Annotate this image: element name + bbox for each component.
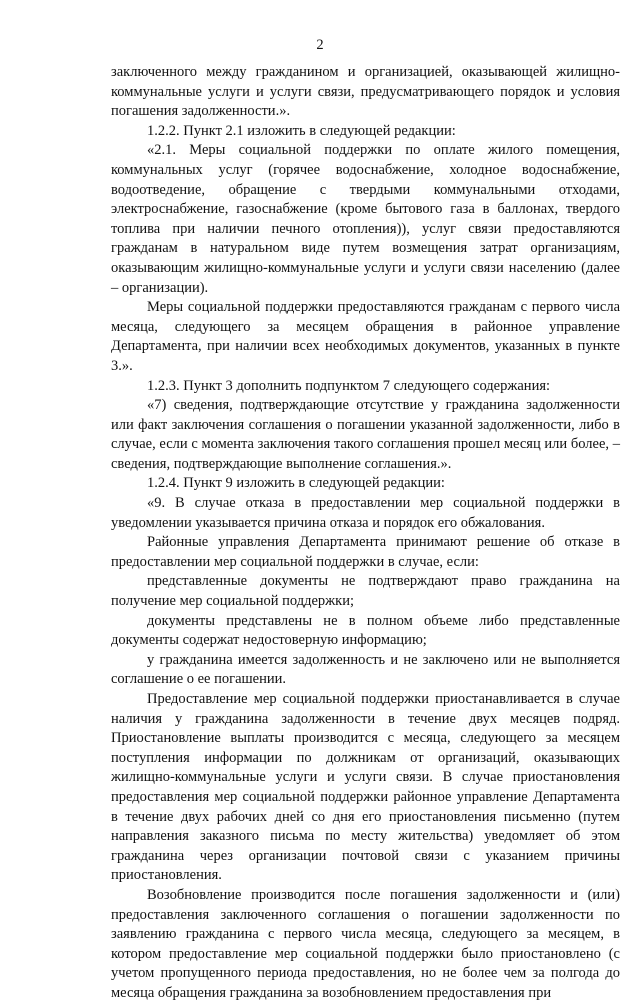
paragraph-support-start: Меры социальной поддержки предоставляются гражданам с первого числа месяца, следующего за месяцем обращения в районное управление Департамента, при наличии всех необходимых документов, указанных в пункте 3.». <box>111 299 620 374</box>
paragraph-clause-2-1: «2.1. Меры социальной поддержки по оплате жилого помещения, коммунальных услуг (горячее водоснабжение, холодное водоснабжение, водоотведение, обращение с твердыми коммунальными отходами, электроснабжение, газоснабжение (кроме бытового газа в баллонах, твердого топлива при наличии печного отопления)), услуг связи предоставляются гражданам в натуральном виде путем возмещения затрат организациям, оказывающим жилищно-коммунальные услуги и услуги связи населению (далее – организации). <box>111 142 620 296</box>
paragraph-continuation: заключенного между гражданином и организацией, оказывающей жилищно-коммунальные услуги и услуги связи, предусматривающего порядок и условия погашения задолженности.». <box>111 64 620 120</box>
paragraph-subclause-7: «7) сведения, подтверждающие отсутствие у гражданина задолженности или факт заключения соглашения о погашении указанной задолженности, либо в случае, если с момента заключения такого соглашения прошел месяц или более, – сведения, подтверждающие выполнение соглашения.». <box>111 397 620 472</box>
paragraph-item-1-2-2: 1.2.2. Пункт 2.1 изложить в следующей редакции: <box>147 122 456 139</box>
paragraph-refusal-reason-2: документы представлены не в полном объеме либо представленные документы содержат недостоверную информацию; <box>111 612 620 649</box>
document-body <box>111 63 620 1004</box>
page-number: 2 <box>316 37 324 53</box>
paragraph-suspension: Предоставление мер социальной поддержки приостанавливается в случае наличия у гражданина задолженности в течение двух месяцев подряд. Приостановление выплаты производится с месяца, следующего за месяцем поступления информации по должникам от организаций, оказывающих жилищно-коммунальные услуги и услуги связи. В случае приостановления предоставления мер социальной поддержки районное управление Департамента в течение двух рабочих дней со дня его приостановления письменно (путем направления заказного письма по месту жительства) уведомляет об этом гражданина через организации почтовой связи с указанием причины приостановления. <box>111 691 620 884</box>
paragraph-resumption: Возобновление производится после погашения задолженности и (или) предоставления заключенного соглашения о погашении задолженности по заявлению гражданина с первого числа месяца, следующего за месяцем, в котором предоставление мер социальной поддержки было приостановлено (с учетом пропущенного периода предоставления, но не более чем за полгода до месяца обращения гражданина за возобновлением предоставления при <box>111 886 620 1001</box>
paragraph-refusal-reason-3: у гражданина имеется задолженность и не заключено или не выполняется соглашение о ее погашении. <box>111 651 620 688</box>
paragraph-item-1-2-3: 1.2.3. Пункт 3 дополнить подпунктом 7 следующего содержания: <box>147 377 551 394</box>
paragraph-item-1-2-4: 1.2.4. Пункт 9 изложить в следующей редакции: <box>147 475 445 492</box>
paragraph-refusal-reason-1: представленные документы не подтверждают право гражданина на получение мер социальной поддержки; <box>111 573 620 610</box>
paragraph-refusal-decision: Районные управления Департамента принимают решение об отказе в предоставлении мер социальной поддержки в случае, если: <box>111 534 620 570</box>
paragraph-clause-9: «9. В случае отказа в предоставлении мер социальной поддержки в уведомлении указывается причина отказа и порядок его обжалования. <box>111 495 620 531</box>
